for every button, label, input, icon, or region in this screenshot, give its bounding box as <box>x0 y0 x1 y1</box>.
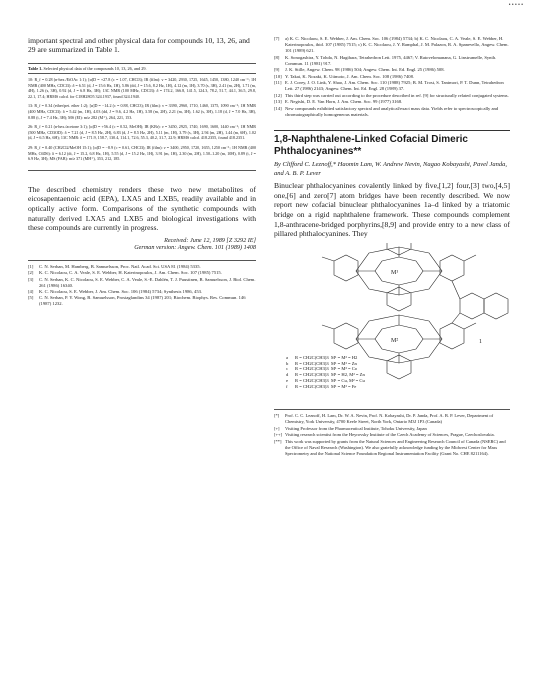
footnote-marker: [**] <box>274 439 282 445</box>
ref-text: E. J. Corey, J. O. Link, Y. Shao, J. Am. Chem. Soc. 110 (1988) 7925; B. M. Trost, S. Tanimori, P. T. Dunn, Tetrahedron Lett. 27 (1986) 2143; Angew. Chem. Int. Ed. Engl. 28 (1989) 37. <box>285 80 504 92</box>
reference-item <box>28 264 256 270</box>
naphthalene-bridge <box>452 281 508 323</box>
reference-item <box>274 36 510 54</box>
compound-legend <box>286 355 365 390</box>
legend-metal: M¹ = M² = Fe <box>331 383 357 389</box>
legend-substituent: R = CH2C(CH3)3 <box>295 366 329 372</box>
right-column <box>274 36 510 458</box>
reference-item <box>28 295 256 307</box>
running-header: • • • • • <box>508 2 523 8</box>
table-caption <box>28 63 256 74</box>
left-references <box>28 260 256 308</box>
legend-compound: b <box>286 360 289 366</box>
footnote-marker: [++] <box>274 432 283 438</box>
ref-number: [13] <box>274 99 282 105</box>
received-note <box>28 237 256 252</box>
legend-compound: a <box>286 354 289 360</box>
compound-number: 1 <box>479 338 482 345</box>
legend-metal: M¹ = H2, M² = Zn <box>331 372 365 378</box>
legend-metal: M¹ = M² = H2 <box>331 354 358 360</box>
reference-item <box>28 289 256 295</box>
upper-phthalocyanine-ring <box>322 243 476 311</box>
legend-substituent: R = CH2C(CH3)3 <box>295 372 329 378</box>
reference-item <box>274 106 510 118</box>
reference-item <box>28 270 256 276</box>
article-title: 1,8-Naphthalene-Linked Cofacial Dimeric Phthalocyanines** <box>274 130 510 158</box>
reference-item <box>28 277 256 289</box>
right-references <box>274 36 510 118</box>
svg-text:M²: M² <box>391 337 399 344</box>
ref-number: [9] <box>274 67 280 73</box>
ref-text: C. N. Serhan, M. Hamberg, B. Samuelsson, Proc. Natl. Acad. Sci. USA 81 (1984) 5335. <box>39 263 201 269</box>
received-date: Received: June 12, 1989 [Z 3292 IE] <box>164 236 256 244</box>
chemical-structure-scheme <box>274 243 510 403</box>
footnote-item <box>274 432 510 438</box>
ref-number: [3] <box>28 276 34 282</box>
article-authors: By Clifford C. Leznoff,* Haomin Lam, W. Andrew Nevin, Nagao Kobayashi, Pavel Janda, and A. B. P. Lever <box>274 160 507 177</box>
legend-substituent: R = CH2C(CH3)3 <box>295 354 329 360</box>
ref-number: [14] <box>274 105 282 111</box>
footnote-text: This work was supported by grants from the Natural Sciences and Engineering Research Council of Canada (NSERC) and the Office of Naval Research (Washington). We also gratefully acknowledge funding by the Midwest Center for Mass Spectrometry and the National Science Foundation Regional Instrumentation Facility (Grant No. CHE 8211164). <box>285 439 506 457</box>
reference-item <box>274 74 510 80</box>
table-caption-label: Table 1. <box>28 65 43 71</box>
ref-text: C. N. Serhan, K. C. Nicolaou, S. E. Webber, C. A. Veale, S.-E. Dahlén, T. J. Puustinen, B. Samuelsson, J. Biol. Chem. 261 (1986) 16340. <box>39 276 256 288</box>
ref-text: This third step was carried out according to the procedure described in ref. [9] for structurally related conjugated systems. <box>285 92 509 98</box>
legend-substituent: R = CH2C(CH3)3 <box>295 383 329 389</box>
article-body: Binuclear phthalocyanines covalently linked by five,[1,2] four,[3] two,[4,5] one,[6] and zero[7] atom bridges have been recently described. We now report new cofacial binuclear phthalocyanines 1a–d linked by a triatomic bridge on a rigid naphthalene framework. These compounds complement 1,8-anthracene-bridged porphyrins,[8,9] and provide entry to a new class of pillared phthalocyanines. They <box>274 181 510 239</box>
ref-text: K. C. Nicolaou, S. E. Webber, J. Am. Chem. Soc. 106 (1984) 5734; Synthesis 1986, 453. <box>39 289 203 295</box>
ref-text: J. K. Stille, Angew. Chem. 98 (1986) 504; Angew. Chem. Int. Ed. Engl. 25 (1986) 508. <box>285 67 445 73</box>
ref-number: [5] <box>28 295 34 301</box>
reference-item <box>274 67 510 73</box>
ref-text: K. C. Nicolaou, C. A. Veale, S. E. Webber, H. Katerinopoulos, J. Am. Chem. Soc. 107 (1985) 7515. <box>39 270 222 276</box>
footnote-item <box>274 413 510 425</box>
ref-text: C. N. Serhan, P. Y. Wong, B. Samuelsson, Prostaglandins 34 (1987) 201; Biochem. Biophys. Res. Commun. 146 (1987) 1232. <box>39 295 246 307</box>
ref-text: K. Sonogashira, Y. Tohda, N. Hagihara, Tetrahedron Lett. 1975, 4467; V. Ratovelomanana, G. Linstrumelle, Synth. Commun. 11 (1981) 917. <box>285 54 497 66</box>
legend-compound: d <box>286 372 289 378</box>
svg-text:M¹: M¹ <box>391 269 399 276</box>
legend-compound: e <box>286 377 289 383</box>
table-entry-13: 13: R_f = 0.34 (ether/pet. ether 1:2); [α]D = −14.2 (c = 0.88, CHCl3); IR (film): ν = 3390, 2960, 1710, 1460, 1375, 1090 cm⁻¹; 1H NMR (400 MHz, CDCl3): δ = 5.42 (m, 1H), 4.03 (dd, J = 9.6, 4.2 Hz, 1H), 3.58 (m, 2H), 2.21 (m, 3H), 1.62 (s, 3H), 1.18 (d, J = 7.0 Hz, 3H), 0.88 (t, J = 7.4 Hz, 3H); MS (EI): m/z 282 (M⁺), 264, 221, 153. <box>28 103 256 120</box>
reference-item <box>274 93 510 99</box>
ref-text: New compounds exhibited satisfactory spectral and analytical/exact mass data. Yields refer to spectroscopically and chromatographically homogeneous materials. <box>285 105 499 117</box>
ref-number: [11] <box>274 80 282 86</box>
footnote-item <box>274 439 510 457</box>
footnote-text: Visiting research scientist from the Heyrovsky Institute of the Czech Academy of Sciences, Prague, Czechoslovakia. <box>285 432 495 438</box>
legend-substituent: R = CH2C(CH3)3 <box>295 377 329 383</box>
ref-text: E. Negishi, D. E. Van Horn, J. Am. Chem. Soc. 99 (1977) 3168. <box>285 99 403 105</box>
ref-text: Y. Takai, K. Nozaki, K. Utimoto, J. Am. Chem. Soc. 108 (1986) 7408. <box>285 73 415 79</box>
left-column <box>28 36 256 308</box>
reference-item <box>274 80 510 92</box>
ref-number: [10] <box>274 73 282 79</box>
table-entry-10: 10: R_f = 0.28 (n-hex./EtOAc 1:1); [α]D = +27.8 (c = 1.07, CHCl3); IR (film): ν = 3420, 2930, 1725, 1645, 1450, 1380, 1240 cm⁻¹; 1H NMR (400 MHz, CDCl3): δ = 6.51 (d, J = 15.6 Hz, 1H), 5.86 (dd, J = 15.6, 8.2 Hz, 1H), 4.12 (m, 1H), 3.70 (s, 3H), 2.41 (m, 2H), 1.71 (m, 4H), 1.26 (s, 3H), 0.92 (d, J = 6.8 Hz, 3H); 13C NMR (100 MHz, CDCl3): δ = 174.2, 166.8, 141.5, 124.3, 78.2, 51.7, 44.1, 36.5, 29.8, 22.1, 17.4; HRMS calcd. for C18H28O5 324.1937, found 324.1940. <box>28 77 256 99</box>
reference-item <box>274 55 510 67</box>
table-body <box>28 74 256 171</box>
footnote-text: Prof. C. C. Leznoff, H. Lam, Dr. W. A. Nevin, Prof. N. Kobayashi, Dr. P. Janda, Prof. A. B. P. Lever, Department of Chemistry, York University, 4700 Keele Street, North York, Ontario M3J 1P3 (Canada) <box>285 412 494 424</box>
legend-metal: M¹ = M² = Co <box>331 366 358 372</box>
german-version: German version: Angew. Chem. 101 (1989) 1408 <box>134 244 256 252</box>
ref-text: a) K. C. Nicolaou, S. E. Webber, J. Am. Chem. Soc. 106 (1984) 5734; b) K. C. Nicolaou, C. A. Veale, S. E. Webber, H. Katerinopoulos, ibid. 107 (1985) 7515; c) K. C. Nicolaou, J. Y. Ramphal, J. M. Palazon, R. A. Spanevello, Angew. Chem. 101 (1989) 621. <box>285 36 509 54</box>
footnote-item <box>274 426 510 432</box>
table-entry-26: 26: R_f = 0.21 (n-hex./acetone 3:1); [α]D = +56.4 (c = 0.52, MeOH); IR (KBr): ν = 3450, 2925, 1740, 1690, 1600, 1440 cm⁻¹; 1H NMR (500 MHz, CD3OD): δ = 7.21 (d, J = 8.5 Hz, 2H), 6.83 (d, J = 8.5 Hz, 2H), 5.11 (m, 1H), 3.79 (s, 3H), 2.94 (m, 2H), 1.44 (m, 6H), 1.02 (d, J = 6.5 Hz, 6H); 13C NMR: δ = 171.9, 158.7, 130.4, 114.1, 72.6, 55.3, 40.2, 31.7, 22.9; HRMS calcd. 418.2355, found 418.2351. <box>28 124 256 141</box>
author-footnotes <box>274 409 510 457</box>
ref-number: [1] <box>28 263 34 269</box>
ref-number: [8] <box>274 54 280 60</box>
intro-paragraph: important spectral and other physical data for compounds 10, 13, 26, and 29 are summarized in Table 1. <box>28 36 250 55</box>
legend-compound: c <box>286 366 289 372</box>
ref-number: [7] <box>274 36 280 41</box>
ref-number: [12] <box>274 92 282 98</box>
legend-compound: f <box>286 383 288 389</box>
legend-metal: M¹ = M² = Zn <box>331 360 357 366</box>
footnote-marker: [+] <box>274 425 280 431</box>
legend-metal: M¹ = Cu, M² = Cu <box>331 377 365 383</box>
legend-substituent: R = CH2C(CH3)3 <box>295 360 329 366</box>
ref-number: [4] <box>28 289 34 295</box>
ref-number: [2] <box>28 270 34 276</box>
table-entry-29: 29: R_f = 0.40 (CH2Cl2/MeOH 15:1); [α]D = −8.9 (c = 0.61, CHCl3); IR (film): ν = 3400, 2950, 1720, 1655, 1250 cm⁻¹; 1H NMR (400 MHz, C6D6): δ = 6.12 (dt, J = 15.2, 6.8 Hz, 1H), 5.55 (d, J = 15.2 Hz, 1H), 3.91 (m, 1H), 2.30 (m, 2H), 1.50–1.20 (m, 10H), 0.89 (t, J = 6.9 Hz, 3H); MS (FAB): m/z 371 (MH⁺), 353, 212, 185. <box>28 144 256 162</box>
legend-row <box>286 384 365 390</box>
table-caption-text: Selected physical data of the compounds 10, 13, 26, and 29. <box>43 65 147 71</box>
footnote-marker: [*] <box>274 412 280 418</box>
footnote-text: Visiting Professor from the Pharmaceutical Institute, Tohoku University, Japan <box>285 425 427 431</box>
body-paragraph: The described chemistry renders these two new metabolites of eicosapentaenoic acid (EPA), LXA5 and LXB5, readily available and in optically active form. Comparisons of the synthetic compounds with naturally derived LXA5 and LXB5 and biological investigations with these compounds are currently in progress. <box>28 184 256 233</box>
reference-item <box>274 99 510 105</box>
